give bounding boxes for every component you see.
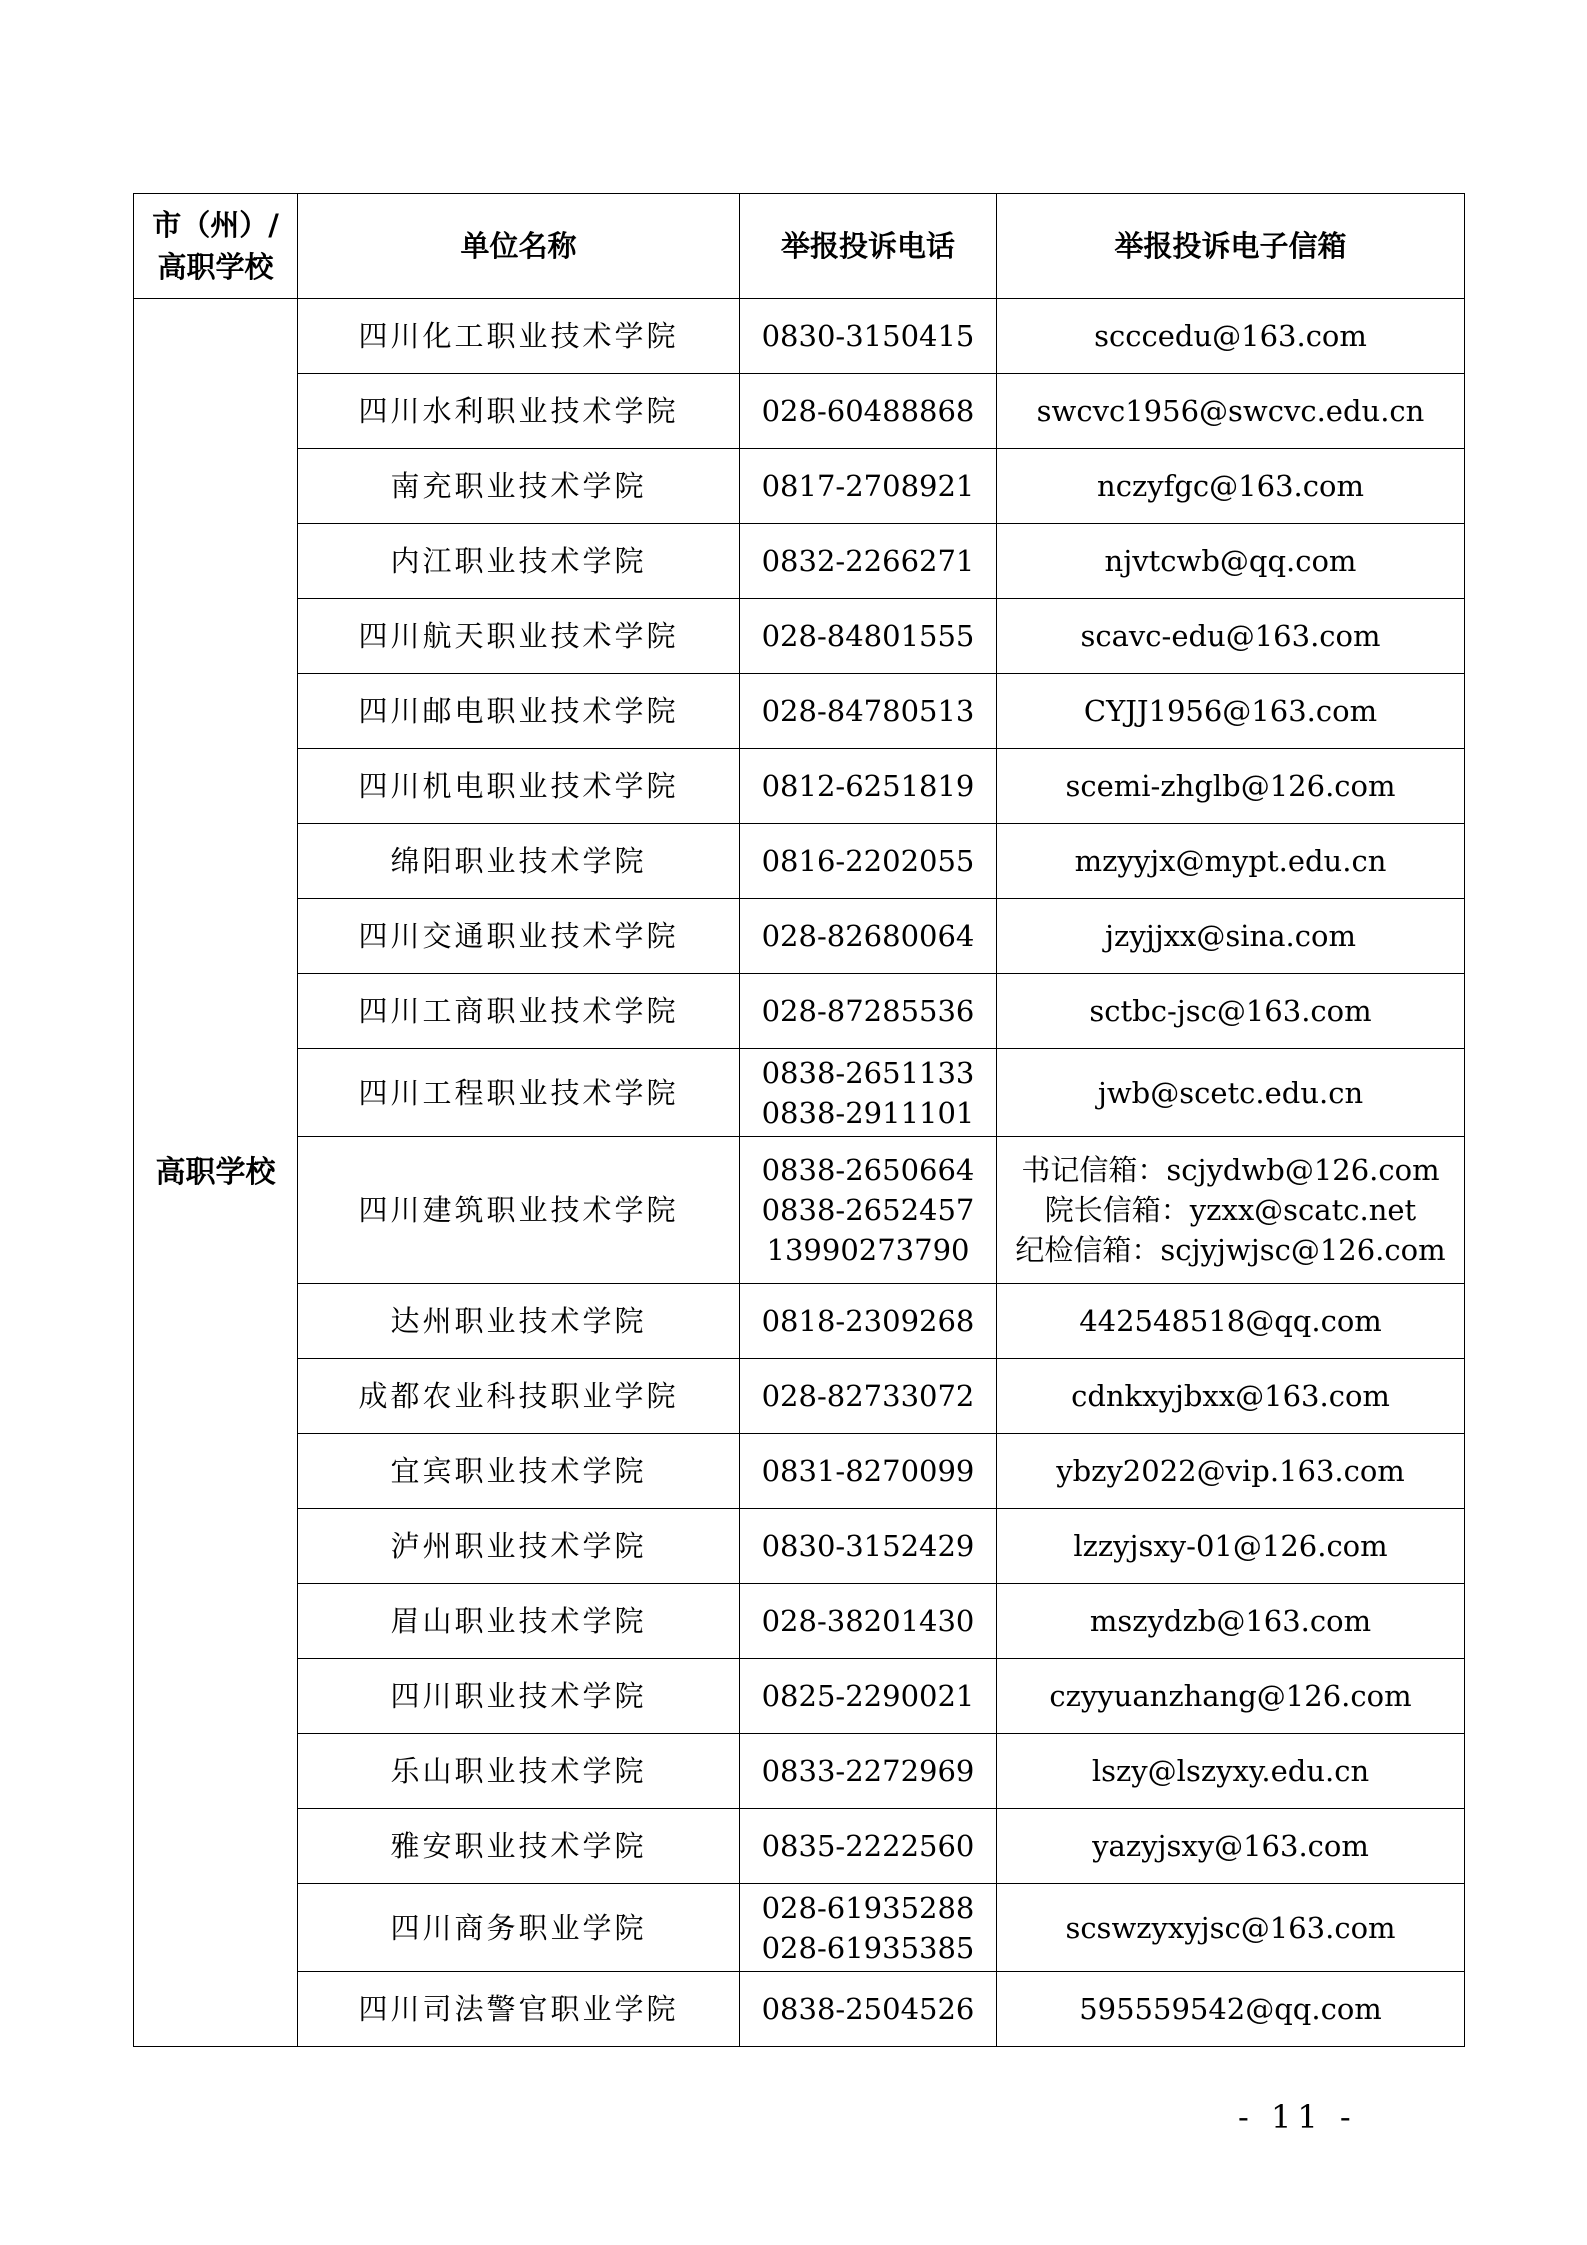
email-address: mszydzb@163.com (1089, 1604, 1372, 1638)
email-cell (997, 1137, 1465, 1284)
phone-cell (740, 1359, 997, 1434)
unit-name-cell: 四川交通职业技术学院 (298, 899, 740, 974)
email-cell (997, 1049, 1465, 1137)
table-row (134, 524, 1465, 599)
email-address: njvtcwb@qq.com (1104, 544, 1357, 578)
email-cell (997, 1809, 1465, 1884)
unit-name-cell: 眉山职业技术学院 (298, 1584, 740, 1659)
email-address: yazyjsxy@163.com (1092, 1829, 1369, 1863)
phone-number: 0831-8270099 (761, 1454, 975, 1488)
phone-number: 028-82733072 (761, 1379, 975, 1413)
phone-cell (740, 1884, 997, 1972)
table-row (134, 1137, 1465, 1284)
table-row (134, 1659, 1465, 1734)
email-address: cdnkxyjbxx@163.com (1071, 1379, 1390, 1413)
header-email: 举报投诉电子信箱 (997, 194, 1465, 299)
phone-number: 0817-2708921 (761, 469, 975, 503)
table-row (134, 449, 1465, 524)
table-row (134, 1359, 1465, 1434)
phone-number: 0818-2309268 (761, 1304, 975, 1338)
table-row (134, 974, 1465, 1049)
table-row (134, 1884, 1465, 1972)
email-cell (997, 1434, 1465, 1509)
unit-name-cell: 绵阳职业技术学院 (298, 824, 740, 899)
email-address: 院长信箱：yzxx@scatc.net (1044, 1193, 1417, 1227)
phone-number: 028-84780513 (761, 694, 975, 728)
email-address: scswzyxyjsc@163.com (1065, 1910, 1396, 1945)
phone-number: 0838-2504526 (761, 1992, 975, 2026)
phone-number: 13990273790 (766, 1233, 970, 1267)
phone-number: 028-87285536 (761, 994, 975, 1028)
email-address: 442548518@qq.com (1079, 1304, 1382, 1338)
unit-name-cell: 四川化工职业技术学院 (298, 299, 740, 374)
email-address: CYJJ1956@163.com (1083, 694, 1378, 728)
unit-name-cell: 四川建筑职业技术学院 (298, 1137, 740, 1284)
phone-number: 0832-2266271 (761, 544, 975, 578)
unit-name-cell: 四川工程职业技术学院 (298, 1049, 740, 1137)
email-cell (997, 599, 1465, 674)
email-cell (997, 674, 1465, 749)
unit-name-cell: 四川水利职业技术学院 (298, 374, 740, 449)
email-cell (997, 1734, 1465, 1809)
table-body (134, 299, 1465, 2047)
email-cell (997, 1584, 1465, 1659)
unit-name-cell: 宜宾职业技术学院 (298, 1434, 740, 1509)
table-row (134, 1734, 1465, 1809)
phone-cell (740, 899, 997, 974)
header-row (134, 194, 1465, 299)
email-cell (997, 1284, 1465, 1359)
phone-number: 0830-3152429 (761, 1529, 975, 1563)
email-cell (997, 899, 1465, 974)
phone-number: 028-82680064 (761, 919, 975, 953)
email-address: sctbc-jsc@163.com (1089, 994, 1372, 1028)
unit-name-cell: 成都农业科技职业学院 (298, 1359, 740, 1434)
table-row (134, 899, 1465, 974)
unit-name-cell: 乐山职业技术学院 (298, 1734, 740, 1809)
phone-cell (740, 374, 997, 449)
phone-cell (740, 1584, 997, 1659)
unit-name-cell: 四川航天职业技术学院 (298, 599, 740, 674)
email-address: scavc-edu@163.com (1080, 619, 1381, 653)
email-cell (997, 1659, 1465, 1734)
table-row (134, 1972, 1465, 2047)
email-address: lzzyjsxy-01@126.com (1073, 1529, 1388, 1563)
phone-cell (740, 524, 997, 599)
email-cell (997, 974, 1465, 1049)
phone-cell (740, 1137, 997, 1284)
email-address: lszy@lszyxy.edu.cn (1091, 1754, 1370, 1788)
phone-number: 028-60488868 (761, 394, 975, 428)
email-cell (997, 299, 1465, 374)
phone-number: 028-61935385 (761, 1930, 975, 1965)
phone-cell (740, 1734, 997, 1809)
header-phone: 举报投诉电话 (740, 194, 997, 299)
phone-number: 0838-2652457 (761, 1193, 975, 1227)
email-cell (997, 524, 1465, 599)
phone-number: 0838-2651133 (761, 1055, 975, 1090)
email-address: scccedu@163.com (1094, 319, 1367, 353)
email-cell (997, 749, 1465, 824)
unit-name-cell: 四川工商职业技术学院 (298, 974, 740, 1049)
email-address: mzyyjx@mypt.edu.cn (1074, 844, 1387, 878)
unit-name-cell: 南充职业技术学院 (298, 449, 740, 524)
phone-number: 028-84801555 (761, 619, 975, 653)
table-row (134, 1434, 1465, 1509)
phone-cell (740, 1284, 997, 1359)
email-cell (997, 449, 1465, 524)
email-address: nczyfgc@163.com (1097, 469, 1364, 503)
phone-number: 0816-2202055 (761, 844, 975, 878)
table-row (134, 1809, 1465, 1884)
phone-cell (740, 1809, 997, 1884)
unit-name-cell: 达州职业技术学院 (298, 1284, 740, 1359)
email-cell (997, 1359, 1465, 1434)
page-number: - 11 - (1238, 2098, 1357, 2136)
email-address: swcvc1956@swcvc.edu.cn (1036, 394, 1425, 428)
email-address: 595559542@qq.com (1079, 1992, 1382, 2026)
unit-name-cell: 四川邮电职业技术学院 (298, 674, 740, 749)
phone-number: 0838-2911101 (761, 1095, 975, 1130)
table-row (134, 1049, 1465, 1137)
contact-table (133, 193, 1465, 2047)
email-cell (997, 824, 1465, 899)
header-unit-name: 单位名称 (298, 194, 740, 299)
table-row (134, 599, 1465, 674)
phone-cell (740, 974, 997, 1049)
unit-name-cell: 四川职业技术学院 (298, 1659, 740, 1734)
phone-number: 0812-6251819 (761, 769, 975, 803)
email-address: 纪检信箱：scjyjwjsc@126.com (1015, 1233, 1446, 1267)
phone-cell (740, 1049, 997, 1137)
table-row (134, 1584, 1465, 1659)
table-row (134, 1284, 1465, 1359)
unit-name-cell: 泸州职业技术学院 (298, 1509, 740, 1584)
email-cell (997, 374, 1465, 449)
phone-cell (740, 1659, 997, 1734)
phone-number: 0825-2290021 (761, 1679, 975, 1713)
unit-name-cell: 四川司法警官职业学院 (298, 1972, 740, 2047)
unit-name-cell: 四川机电职业技术学院 (298, 749, 740, 824)
phone-number: 028-61935288 (761, 1890, 975, 1925)
email-cell (997, 1884, 1465, 1972)
email-cell (997, 1509, 1465, 1584)
unit-name-cell: 雅安职业技术学院 (298, 1809, 740, 1884)
email-address: jwb@scetc.edu.cn (1097, 1075, 1364, 1110)
table-row (134, 749, 1465, 824)
phone-cell (740, 449, 997, 524)
email-address: 书记信箱：scjydwb@126.com (1021, 1153, 1440, 1187)
phone-cell (740, 599, 997, 674)
email-address: scemi-zhglb@126.com (1065, 769, 1396, 803)
category-cell: 高职学校 (134, 299, 298, 2047)
email-address: jzyjjxx@sina.com (1105, 919, 1356, 953)
phone-number: 0830-3150415 (761, 319, 975, 353)
phone-cell (740, 1972, 997, 2047)
phone-cell (740, 1509, 997, 1584)
table-row (134, 374, 1465, 449)
phone-number: 0833-2272969 (761, 1754, 975, 1788)
phone-cell (740, 674, 997, 749)
phone-cell (740, 749, 997, 824)
table-row (134, 824, 1465, 899)
phone-cell (740, 299, 997, 374)
table-row (134, 299, 1465, 374)
phone-number: 0838-2650664 (761, 1153, 975, 1187)
unit-name-cell: 内江职业技术学院 (298, 524, 740, 599)
phone-cell (740, 1434, 997, 1509)
phone-number: 028-38201430 (761, 1604, 975, 1638)
header-region: 市（州）/ 高职学校 (134, 194, 298, 299)
table-row (134, 674, 1465, 749)
email-address: czyyuanzhang@126.com (1049, 1679, 1412, 1713)
email-address: ybzy2022@vip.163.com (1056, 1454, 1405, 1488)
email-cell (997, 1972, 1465, 2047)
unit-name-cell: 四川商务职业学院 (298, 1884, 740, 1972)
phone-number: 0835-2222560 (761, 1829, 975, 1863)
table-row (134, 1509, 1465, 1584)
phone-cell (740, 824, 997, 899)
